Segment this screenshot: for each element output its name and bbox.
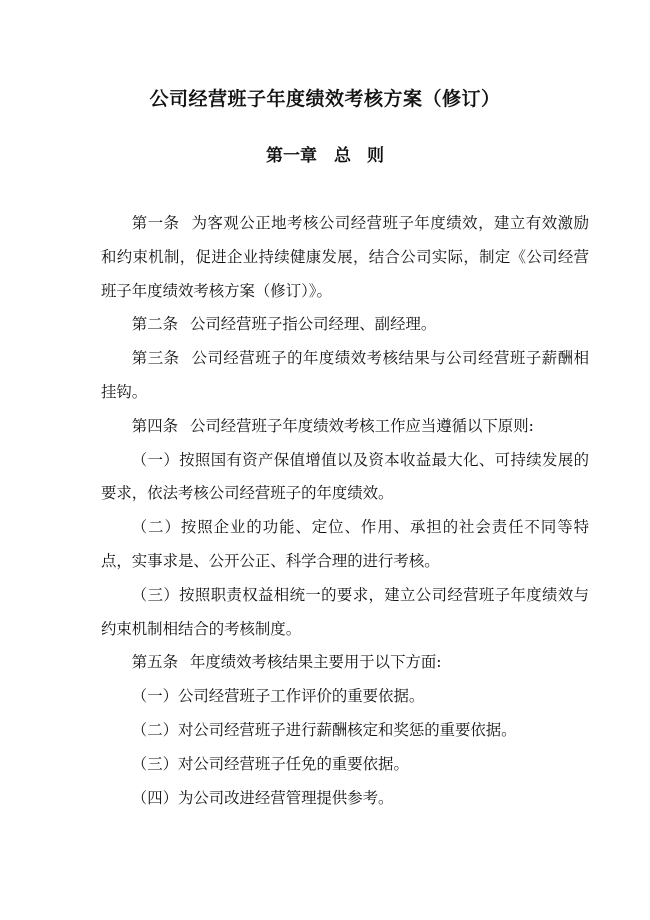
article-number: 第三条 [131,349,180,368]
article-text: 为客观公正地考核公司经营班子年度绩效，建立有效激励和约束机制，促进企业持续健康发展，结合公司实际，制定《公司经营班子年度绩效考核方案（修订）》。 [101,214,589,300]
item-text: （三）对公司经营班子任免的重要依据。 [131,754,409,773]
item-text: （二）对公司经营班子进行薪酬核定和奖惩的重要依据。 [131,720,517,739]
article-number: 第四条 [131,416,178,435]
article-4-item-3 [101,579,589,647]
item-text: （二）按照企业的功能、定位、作用、承担的社会责任不同等特点，实事求是、公开公正、科学合理的进行考核。 [101,518,589,570]
article-5 [101,646,589,680]
document-body [101,207,589,815]
article-5-item-2 [101,714,589,748]
article-2 [101,308,589,342]
article-1 [101,207,589,308]
article-5-item-4 [101,782,589,816]
item-text: （一）公司经营班子工作评价的重要依据。 [131,687,425,706]
item-text: （四）为公司改进经营管理提供参考。 [131,788,394,807]
article-4-item-1 [101,444,589,512]
item-text: （三）按照职责权益相统一的要求，建立公司经营班子年度绩效与约束机制相结合的考核制度。 [101,585,589,638]
document-title: 公司经营班子年度绩效考核方案（修订） [149,88,501,110]
article-4-item-2 [101,511,589,579]
article-text: 公司经营班子年度绩效考核工作应当遵循以下原则: [189,416,534,435]
article-number: 第五条 [131,653,178,672]
article-text: 公司经营班子指公司经理、副经理。 [189,315,437,334]
article-5-item-1 [101,680,589,714]
article-text: 年度绩效考核结果主要用于以下方面: [189,653,442,672]
article-4 [101,410,589,444]
article-number: 第一条 [131,214,180,232]
chapter-heading: 第一章 总 则 [266,146,384,166]
article-3 [101,342,589,410]
article-5-item-3 [101,748,589,782]
article-number: 第二条 [131,315,178,334]
item-text: （一）按照国有资产保值增值以及资本收益最大化、可持续发展的要求，依法考核公司经营班子的年度绩效。 [101,450,589,503]
article-text: 公司经营班子的年度绩效考核结果与公司经营班子薪酬相挂钩。 [101,349,589,401]
